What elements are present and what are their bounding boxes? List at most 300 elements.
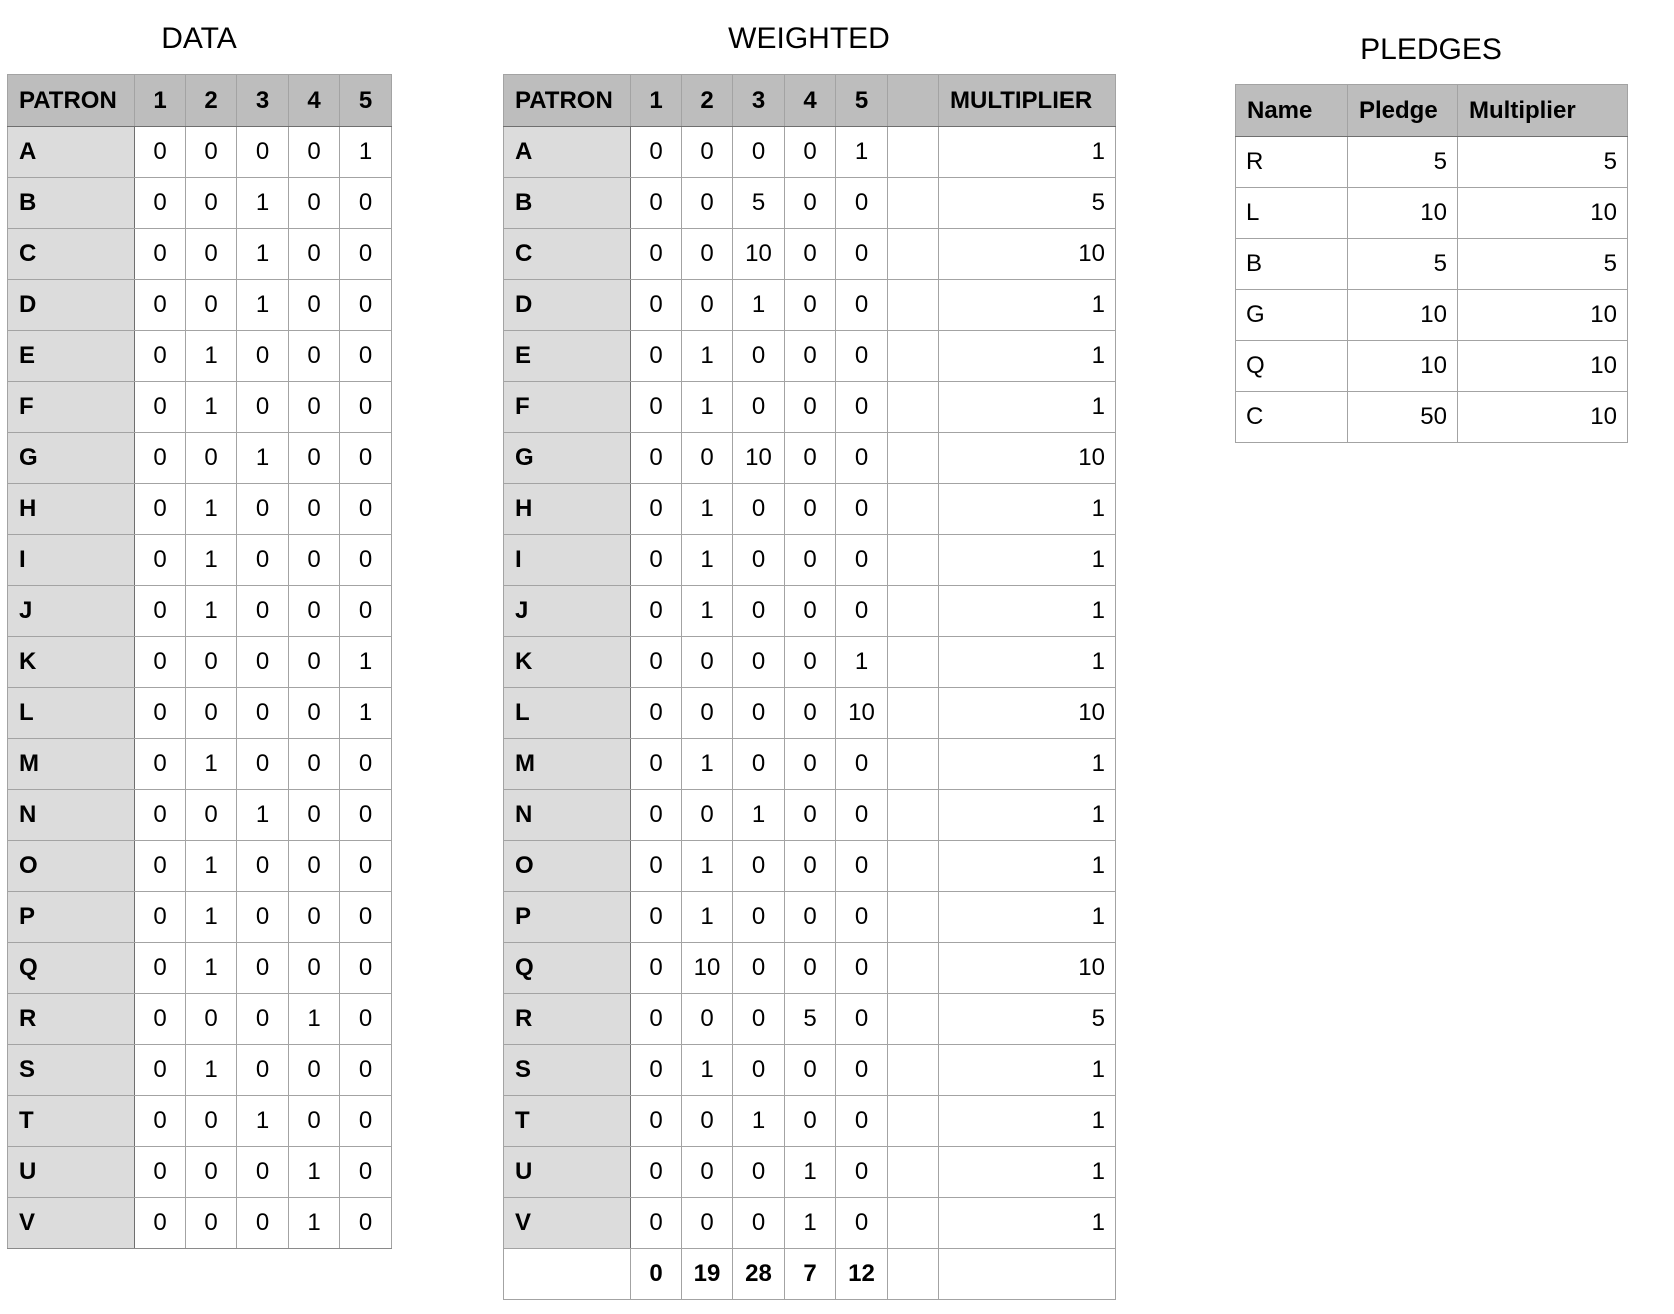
pledge-row	[1236, 239, 1628, 290]
data-cell: 0	[340, 841, 392, 892]
data-cell: 0	[340, 382, 392, 433]
data-cell: 0	[237, 841, 289, 892]
data-cell: 0	[237, 739, 289, 790]
pledge-amount: 5	[1348, 137, 1458, 188]
weighted-row	[504, 535, 1116, 586]
pledge-name: C	[1236, 392, 1348, 443]
weighted-header-multiplier: MULTIPLIER	[939, 75, 1116, 127]
weighted-cell: 0	[785, 331, 836, 382]
pledge-name: G	[1236, 290, 1348, 341]
data-cell: 0	[340, 1147, 392, 1198]
data-row	[8, 1096, 392, 1147]
data-cell: 0	[340, 331, 392, 382]
data-cell: 1	[237, 433, 289, 484]
data-cell: 0	[237, 331, 289, 382]
weighted-cell: 0	[631, 994, 682, 1045]
data-cell: 0	[135, 943, 186, 994]
weighted-cell: 0	[631, 637, 682, 688]
patron-label: K	[8, 637, 135, 688]
data-cell: 0	[289, 331, 340, 382]
data-cell: 0	[135, 892, 186, 943]
patron-label: V	[504, 1198, 631, 1249]
weighted-cell: 0	[631, 127, 682, 178]
weighted-cell: 0	[631, 1147, 682, 1198]
weighted-cell	[888, 1198, 939, 1249]
weighted-cell: 0	[631, 688, 682, 739]
weighted-header-col: 2	[682, 75, 733, 127]
data-table	[7, 74, 392, 1249]
data-cell: 0	[135, 586, 186, 637]
weighted-cell: 1	[733, 1096, 785, 1147]
data-row	[8, 484, 392, 535]
multiplier-cell: 1	[939, 1198, 1116, 1249]
data-row	[8, 280, 392, 331]
data-cell: 0	[340, 535, 392, 586]
data-cell: 0	[289, 433, 340, 484]
weighted-cell: 0	[836, 841, 888, 892]
weighted-cell: 1	[682, 892, 733, 943]
weighted-table	[503, 74, 1116, 1300]
patron-label: H	[504, 484, 631, 535]
weighted-cell: 0	[785, 1096, 836, 1147]
patron-label: F	[504, 382, 631, 433]
weighted-cell: 0	[631, 433, 682, 484]
data-cell: 0	[340, 280, 392, 331]
data-cell: 1	[289, 1147, 340, 1198]
weighted-row	[504, 994, 1116, 1045]
data-cell: 0	[289, 280, 340, 331]
weighted-row	[504, 127, 1116, 178]
multiplier-cell: 1	[939, 1096, 1116, 1147]
multiplier-cell: 10	[939, 943, 1116, 994]
data-cell: 1	[186, 535, 237, 586]
data-cell: 0	[186, 637, 237, 688]
weighted-cell	[888, 892, 939, 943]
multiplier-cell: 1	[939, 841, 1116, 892]
weighted-row	[504, 280, 1116, 331]
total-cell: 7	[785, 1249, 836, 1300]
weighted-cell: 0	[631, 280, 682, 331]
weighted-cell	[888, 841, 939, 892]
patron-label: N	[504, 790, 631, 841]
data-cell: 0	[237, 382, 289, 433]
total-cell	[939, 1249, 1116, 1300]
weighted-cell: 0	[733, 994, 785, 1045]
data-header-col: 5	[340, 75, 392, 127]
data-cell: 0	[135, 841, 186, 892]
weighted-row	[504, 841, 1116, 892]
weighted-row	[504, 943, 1116, 994]
data-cell: 0	[135, 535, 186, 586]
data-row	[8, 739, 392, 790]
weighted-cell: 0	[836, 892, 888, 943]
weighted-cell: 0	[836, 280, 888, 331]
patron-label: Q	[504, 943, 631, 994]
pledges-table	[1235, 84, 1628, 443]
weighted-cell: 0	[836, 1045, 888, 1096]
weighted-cell: 1	[785, 1198, 836, 1249]
weighted-cell: 0	[836, 586, 888, 637]
pledge-multiplier: 10	[1458, 392, 1628, 443]
patron-label: C	[8, 229, 135, 280]
data-cell: 1	[237, 229, 289, 280]
pledge-amount: 10	[1348, 341, 1458, 392]
patron-label: M	[8, 739, 135, 790]
weighted-cell: 10	[733, 433, 785, 484]
multiplier-cell: 1	[939, 280, 1116, 331]
weighted-cell: 0	[682, 229, 733, 280]
weighted-title: WEIGHTED	[728, 22, 890, 55]
data-cell: 0	[186, 790, 237, 841]
multiplier-cell: 1	[939, 586, 1116, 637]
multiplier-cell: 1	[939, 535, 1116, 586]
data-cell: 0	[340, 433, 392, 484]
data-cell: 0	[135, 688, 186, 739]
weighted-row	[504, 1045, 1116, 1096]
data-cell: 0	[186, 178, 237, 229]
weighted-cell: 0	[682, 127, 733, 178]
data-cell: 1	[237, 790, 289, 841]
pledge-multiplier: 5	[1458, 137, 1628, 188]
data-cell: 0	[186, 1147, 237, 1198]
weighted-header-col: 1	[631, 75, 682, 127]
data-cell: 0	[186, 433, 237, 484]
data-cell: 0	[237, 484, 289, 535]
pledge-row	[1236, 341, 1628, 392]
pledge-multiplier: 10	[1458, 188, 1628, 239]
weighted-cell	[888, 127, 939, 178]
pledge-multiplier: 10	[1458, 290, 1628, 341]
total-cell	[888, 1249, 939, 1300]
multiplier-cell: 10	[939, 433, 1116, 484]
weighted-cell	[888, 280, 939, 331]
weighted-cell: 0	[836, 382, 888, 433]
data-cell: 0	[237, 1147, 289, 1198]
data-cell: 0	[340, 1096, 392, 1147]
data-cell: 0	[237, 994, 289, 1045]
data-row	[8, 841, 392, 892]
multiplier-cell: 1	[939, 1045, 1116, 1096]
patron-label: B	[504, 178, 631, 229]
weighted-cell: 0	[733, 382, 785, 433]
data-row	[8, 790, 392, 841]
data-cell: 1	[186, 484, 237, 535]
weighted-cell: 0	[785, 433, 836, 484]
weighted-cell: 1	[682, 841, 733, 892]
data-cell: 0	[135, 1147, 186, 1198]
weighted-cell: 0	[631, 229, 682, 280]
patron-label: H	[8, 484, 135, 535]
patron-label: E	[504, 331, 631, 382]
patron-label: K	[504, 637, 631, 688]
multiplier-cell: 1	[939, 637, 1116, 688]
pledge-multiplier: 5	[1458, 239, 1628, 290]
data-cell: 0	[289, 637, 340, 688]
weighted-cell: 0	[733, 841, 785, 892]
data-cell: 0	[135, 637, 186, 688]
weighted-cell: 0	[733, 586, 785, 637]
weighted-cell: 10	[682, 943, 733, 994]
weighted-header-row	[504, 75, 1116, 127]
data-header-patron: PATRON	[8, 75, 135, 127]
weighted-cell: 1	[682, 535, 733, 586]
weighted-cell: 0	[785, 637, 836, 688]
data-cell: 0	[340, 892, 392, 943]
weighted-header-patron: PATRON	[504, 75, 631, 127]
weighted-cell: 1	[682, 331, 733, 382]
pledge-name: L	[1236, 188, 1348, 239]
data-cell: 0	[289, 841, 340, 892]
weighted-cell	[888, 382, 939, 433]
data-cell: 0	[340, 943, 392, 994]
patron-label: A	[8, 127, 135, 178]
pledge-name: B	[1236, 239, 1348, 290]
pledge-row	[1236, 392, 1628, 443]
weighted-cell	[888, 535, 939, 586]
data-cell: 0	[237, 586, 289, 637]
weighted-cell: 0	[836, 1198, 888, 1249]
data-cell: 0	[186, 994, 237, 1045]
multiplier-cell: 1	[939, 331, 1116, 382]
data-row	[8, 1147, 392, 1198]
weighted-cell: 5	[785, 994, 836, 1045]
weighted-cell: 0	[682, 433, 733, 484]
weighted-cell	[888, 178, 939, 229]
patron-label: T	[8, 1096, 135, 1147]
data-row	[8, 1198, 392, 1249]
weighted-row	[504, 229, 1116, 280]
weighted-cell: 0	[631, 586, 682, 637]
weighted-cell: 0	[785, 229, 836, 280]
weighted-cell	[888, 739, 939, 790]
data-cell: 0	[289, 688, 340, 739]
data-cell: 0	[135, 382, 186, 433]
multiplier-cell: 1	[939, 892, 1116, 943]
weighted-cell: 0	[631, 841, 682, 892]
weighted-cell: 0	[631, 1198, 682, 1249]
pledges-header-col: Name	[1236, 85, 1348, 137]
weighted-cell: 0	[733, 535, 785, 586]
data-cell: 0	[289, 1045, 340, 1096]
data-cell: 1	[186, 586, 237, 637]
weighted-cell: 0	[733, 127, 785, 178]
patron-label: Q	[8, 943, 135, 994]
weighted-cell	[888, 229, 939, 280]
pledge-name: Q	[1236, 341, 1348, 392]
weighted-cell: 0	[733, 331, 785, 382]
multiplier-cell: 1	[939, 790, 1116, 841]
weighted-cell: 0	[785, 484, 836, 535]
weighted-cell: 0	[733, 1147, 785, 1198]
data-cell: 0	[135, 790, 186, 841]
data-cell: 0	[186, 127, 237, 178]
weighted-cell: 0	[682, 280, 733, 331]
pledge-amount: 10	[1348, 290, 1458, 341]
weighted-row	[504, 637, 1116, 688]
patron-label: P	[8, 892, 135, 943]
data-row	[8, 229, 392, 280]
pledge-row	[1236, 188, 1628, 239]
multiplier-cell: 1	[939, 382, 1116, 433]
data-cell: 0	[237, 688, 289, 739]
weighted-cell: 0	[836, 994, 888, 1045]
data-cell: 0	[289, 127, 340, 178]
weighted-cell	[888, 1147, 939, 1198]
data-cell: 1	[186, 331, 237, 382]
data-cell: 0	[289, 892, 340, 943]
patron-label: D	[8, 280, 135, 331]
weighted-cell: 0	[836, 1147, 888, 1198]
weighted-cell	[888, 1096, 939, 1147]
weighted-row	[504, 688, 1116, 739]
data-cell: 1	[237, 280, 289, 331]
pledges-header-col: Pledge	[1348, 85, 1458, 137]
data-cell: 1	[340, 637, 392, 688]
data-cell: 0	[289, 178, 340, 229]
weighted-cell: 0	[836, 229, 888, 280]
weighted-cell: 0	[682, 1096, 733, 1147]
weighted-cell: 0	[733, 943, 785, 994]
data-cell: 1	[186, 382, 237, 433]
patron-label: T	[504, 1096, 631, 1147]
data-cell: 0	[237, 127, 289, 178]
pledge-amount: 10	[1348, 188, 1458, 239]
weighted-cell: 0	[836, 535, 888, 586]
total-cell: 19	[682, 1249, 733, 1300]
weighted-cell: 0	[785, 127, 836, 178]
weighted-row	[504, 331, 1116, 382]
data-cell: 0	[135, 484, 186, 535]
data-cell: 1	[340, 127, 392, 178]
weighted-cell: 0	[631, 484, 682, 535]
weighted-row	[504, 433, 1116, 484]
data-cell: 0	[186, 280, 237, 331]
data-cell: 0	[135, 229, 186, 280]
patron-label: N	[8, 790, 135, 841]
data-cell: 0	[237, 1045, 289, 1096]
patron-label: F	[8, 382, 135, 433]
data-cell: 1	[186, 841, 237, 892]
weighted-cell: 0	[785, 535, 836, 586]
data-cell: 1	[340, 688, 392, 739]
multiplier-cell: 1	[939, 127, 1116, 178]
data-cell: 0	[340, 739, 392, 790]
total-cell: 28	[733, 1249, 785, 1300]
weighted-cell: 0	[836, 943, 888, 994]
data-row	[8, 382, 392, 433]
weighted-cell	[888, 994, 939, 1045]
pledges-header-row	[1236, 85, 1628, 137]
data-cell: 0	[135, 1198, 186, 1249]
weighted-cell: 0	[733, 484, 785, 535]
weighted-cell: 0	[631, 892, 682, 943]
patron-label: O	[8, 841, 135, 892]
data-row	[8, 637, 392, 688]
data-row	[8, 535, 392, 586]
data-cell: 0	[186, 1096, 237, 1147]
weighted-row	[504, 1096, 1116, 1147]
weighted-header-col: 3	[733, 75, 785, 127]
weighted-cell: 1	[682, 739, 733, 790]
weighted-cell: 0	[785, 790, 836, 841]
weighted-cell	[888, 586, 939, 637]
total-cell: 12	[836, 1249, 888, 1300]
weighted-row	[504, 1147, 1116, 1198]
data-row	[8, 586, 392, 637]
weighted-cell: 0	[682, 688, 733, 739]
weighted-cell	[888, 790, 939, 841]
weighted-cell: 0	[836, 331, 888, 382]
data-cell: 1	[237, 1096, 289, 1147]
weighted-cell: 0	[785, 586, 836, 637]
weighted-cell: 1	[836, 127, 888, 178]
data-row	[8, 331, 392, 382]
weighted-cell: 1	[682, 484, 733, 535]
weighted-cell: 0	[836, 790, 888, 841]
patron-label: B	[8, 178, 135, 229]
data-cell: 0	[289, 586, 340, 637]
data-cell: 0	[135, 433, 186, 484]
weighted-cell: 0	[631, 790, 682, 841]
data-cell: 0	[340, 1198, 392, 1249]
patron-label: A	[504, 127, 631, 178]
data-cell: 0	[237, 1198, 289, 1249]
data-cell: 1	[186, 943, 237, 994]
data-header-row	[8, 75, 392, 127]
data-cell: 0	[340, 994, 392, 1045]
data-header-col: 2	[186, 75, 237, 127]
patron-label: R	[8, 994, 135, 1045]
weighted-cell: 0	[631, 1096, 682, 1147]
pledges-title: PLEDGES	[1360, 33, 1502, 66]
data-row	[8, 1045, 392, 1096]
weighted-cell: 10	[836, 688, 888, 739]
weighted-header-col: 5	[836, 75, 888, 127]
pledge-multiplier: 10	[1458, 341, 1628, 392]
data-cell: 0	[135, 127, 186, 178]
weighted-row	[504, 178, 1116, 229]
multiplier-cell: 5	[939, 178, 1116, 229]
data-cell: 0	[289, 535, 340, 586]
weighted-row	[504, 586, 1116, 637]
data-cell: 0	[237, 535, 289, 586]
weighted-cell: 0	[836, 739, 888, 790]
pledge-amount: 5	[1348, 239, 1458, 290]
data-cell: 0	[340, 1045, 392, 1096]
data-cell: 0	[340, 229, 392, 280]
data-cell: 0	[186, 229, 237, 280]
patron-label: G	[504, 433, 631, 484]
weighted-cell: 0	[631, 382, 682, 433]
data-title: DATA	[161, 22, 237, 55]
data-cell: 0	[186, 1198, 237, 1249]
weighted-totals-row	[504, 1249, 1116, 1300]
weighted-cell	[888, 331, 939, 382]
weighted-cell: 0	[631, 535, 682, 586]
patron-label: U	[8, 1147, 135, 1198]
weighted-cell: 1	[682, 1045, 733, 1096]
weighted-cell: 0	[785, 280, 836, 331]
patron-label: L	[504, 688, 631, 739]
weighted-cell: 0	[733, 892, 785, 943]
multiplier-cell: 10	[939, 688, 1116, 739]
data-header-col: 4	[289, 75, 340, 127]
data-cell: 0	[340, 178, 392, 229]
weighted-cell	[888, 943, 939, 994]
weighted-header-col: 4	[785, 75, 836, 127]
weighted-cell: 0	[836, 178, 888, 229]
data-cell: 0	[135, 1096, 186, 1147]
